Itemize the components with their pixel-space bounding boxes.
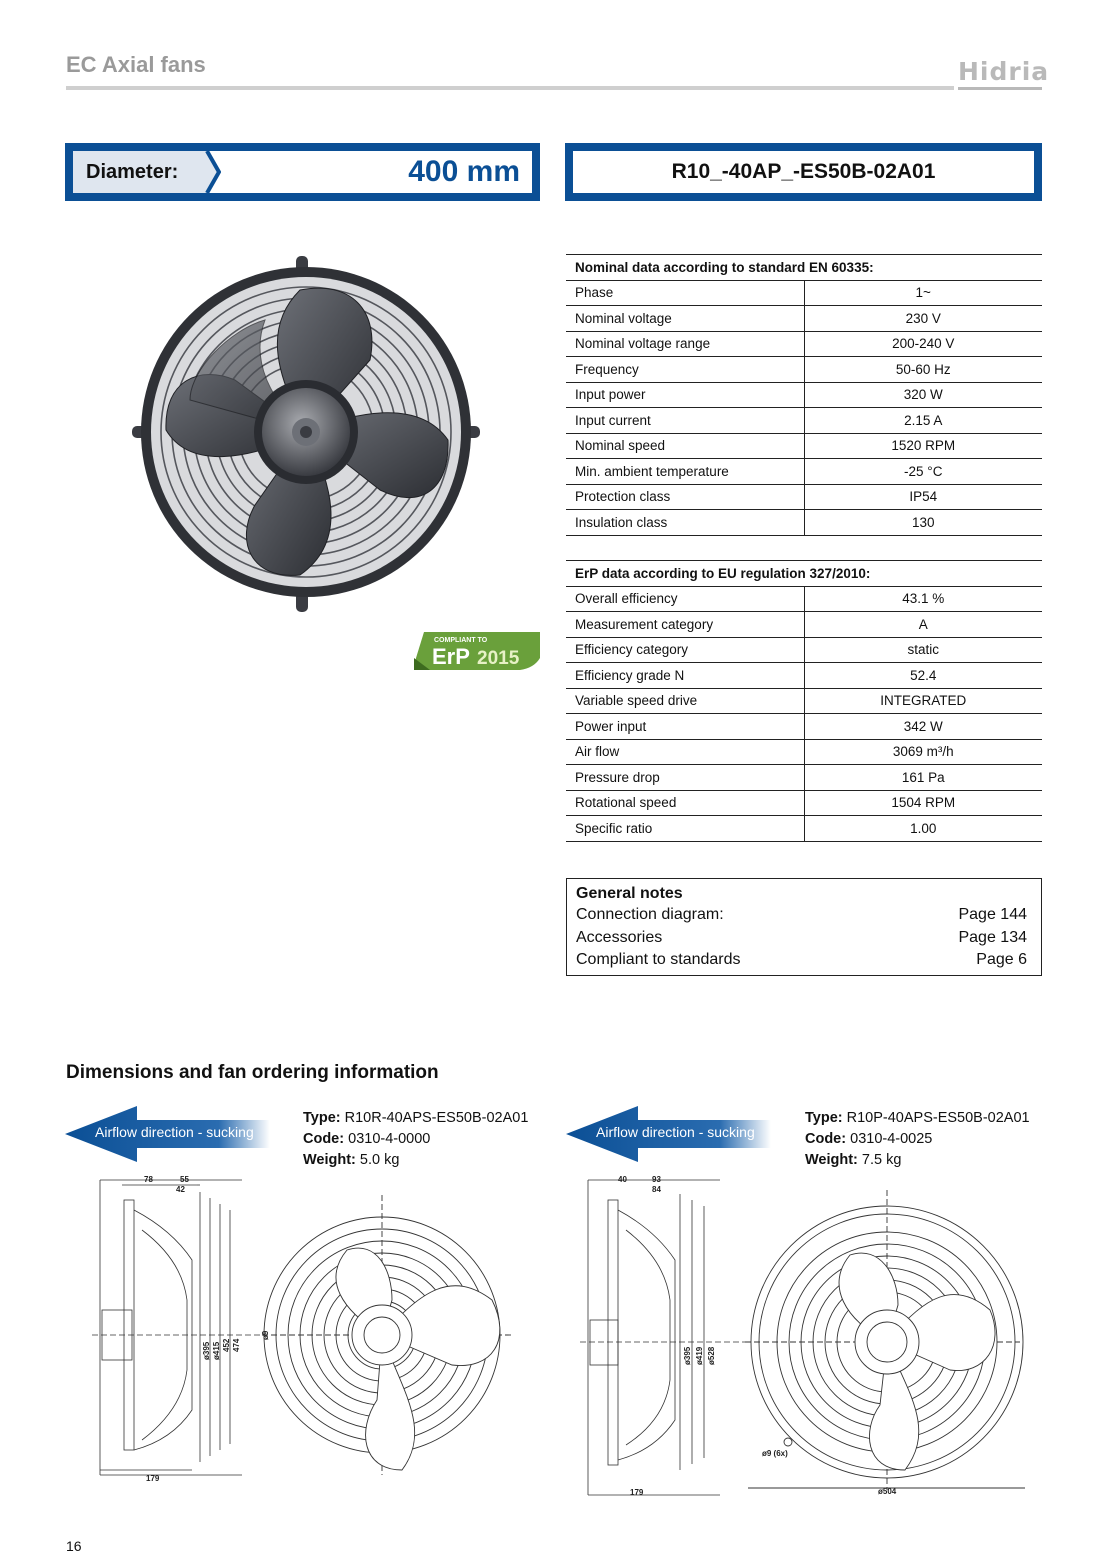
table-row [566,306,1042,332]
page-number: 16 [66,1538,82,1554]
table-cell-value: 1520 RPM [804,433,1042,459]
logo-underline [958,87,1042,90]
notes-row-page: Page 134 [958,928,1027,946]
dim-label: 55 [180,1175,189,1184]
diameter-value: 400 mm [408,155,520,188]
airflow-direction-badge [65,1106,270,1162]
table-cell-value: static [804,637,1042,663]
table-cell-label: Efficiency grade N [566,663,804,689]
dim-label: ø504 [878,1487,897,1496]
general-notes-title: General notes [576,885,683,902]
model-box [565,143,1042,201]
table-cell-value: 161 Pa [804,765,1042,791]
table-row [566,433,1042,459]
header-divider [66,86,954,90]
diameter-box-inner [73,151,532,193]
table-row [566,280,1042,306]
dim-label: 40 [618,1175,627,1184]
erp-badge-year: 2015 [477,648,520,669]
dim-label: ø528 [707,1346,716,1365]
code-label: Code: [805,1131,847,1147]
ordering-info [303,1108,528,1171]
fan-photo-image [130,250,482,620]
table-cell-label: Frequency [566,357,804,383]
notes-row-page: Page 6 [976,951,1027,968]
table-row [566,816,1042,842]
notes-row [576,929,1027,952]
model-number: R10_-40AP_-ES50B-02A01 [573,151,1034,193]
erp-table-heading: ErP data according to EU regulation 327/2010: [566,561,1042,587]
ordering-info [805,1108,1030,1171]
table-cell-label: Nominal speed [566,433,804,459]
weight-value: 7.5 kg [861,1152,902,1168]
table-cell-label: Pressure drop [566,765,804,791]
dim-label: 78 [144,1175,153,1184]
table-cell-label: Efficiency category [566,637,804,663]
table-row [566,612,1042,638]
table-row [566,484,1042,510]
dim-label: 474 [232,1338,241,1352]
diameter-arrow-icon [201,151,221,193]
table-row [566,637,1042,663]
table-cell-label: Nominal voltage [566,306,804,332]
code-value: 0310-4-0000 [348,1131,431,1147]
table-cell-label: Measurement category [566,612,804,638]
dim-label: ø395 [683,1346,692,1365]
weight-label: Weight: [303,1152,356,1168]
table-cell-label: Power input [566,714,804,740]
dim-label: 84 [652,1185,661,1194]
erp-badge-top: COMPLIANT TO [434,637,488,644]
table-cell-value: IP54 [804,484,1042,510]
table-row [566,790,1042,816]
table-cell-label: Input power [566,382,804,408]
diameter-label: Diameter: [73,151,203,193]
table-row [566,688,1042,714]
dimension-drawing-side-front [580,1170,1030,1500]
table-cell-value: 130 [804,510,1042,536]
code-label: Code: [303,1131,345,1147]
erp-badge-main: ErP [432,644,470,669]
table-row [566,765,1042,791]
notes-row-label: Connection diagram: [576,906,724,923]
table-cell-label: Insulation class [566,510,804,536]
table-row [566,357,1042,383]
table-cell-value: 200-240 V [804,331,1042,357]
table-row [566,459,1042,485]
type-value: R10R-40APS-ES50B-02A01 [344,1110,529,1126]
erp-data-table [566,560,1042,842]
table-row [566,408,1042,434]
table-row [566,714,1042,740]
dim-label: 93 [652,1175,661,1184]
type-label: Type: [303,1110,341,1126]
table-row [566,739,1042,765]
dim-label: ø415 [212,1341,221,1360]
table-cell-value: 1504 RPM [804,790,1042,816]
erp-2015-badge-icon [410,628,542,672]
table-cell-label: Rotational speed [566,790,804,816]
code-value: 0310-4-0025 [850,1131,933,1147]
table-row [566,586,1042,612]
page-header-title: EC Axial fans [66,52,206,77]
notes-row [576,906,1027,929]
dim-label: ø419 [695,1346,704,1365]
airflow-direction-text: Airflow direction - sucking [596,1124,755,1140]
brand-logo [958,57,1050,90]
type-value: R10P-40APS-ES50B-02A01 [846,1110,1030,1126]
table-cell-label: Specific ratio [566,816,804,842]
notes-row [576,951,1027,974]
diameter-box [65,143,540,201]
table-cell-value: INTEGRATED [804,688,1042,714]
table-cell-value: 342 W [804,714,1042,740]
nominal-data-table [566,254,1042,536]
dim-label: ø9 [261,1330,270,1340]
table-cell-value: 43.1 % [804,586,1042,612]
dim-label: 179 [630,1488,644,1497]
table-cell-value: 50-60 Hz [804,357,1042,383]
type-label: Type: [805,1110,843,1126]
dim-label: ø395 [202,1341,211,1360]
table-cell-value: 1~ [804,280,1042,306]
table-cell-value: 230 V [804,306,1042,332]
table-row [566,510,1042,536]
dim-label: ø9 (6x) [762,1449,788,1458]
table-cell-value: A [804,612,1042,638]
table-cell-label: Input current [566,408,804,434]
table-cell-value: 1.00 [804,816,1042,842]
table-row [566,663,1042,689]
dimensions-section-title: Dimensions and fan ordering information [66,1062,439,1083]
notes-row-page: Page 144 [958,906,1027,923]
dim-label: 179 [146,1474,160,1483]
logo-text: Hidria [958,57,1050,86]
dim-label: 42 [176,1185,185,1194]
table-cell-value: 320 W [804,382,1042,408]
table-cell-label: Air flow [566,739,804,765]
airflow-direction-badge [566,1106,771,1162]
dimension-drawing-side-front [92,1170,522,1485]
weight-label: Weight: [805,1152,858,1168]
dim-label: 452 [222,1338,231,1352]
table-cell-label: Phase [566,280,804,306]
table-cell-label: Overall efficiency [566,586,804,612]
general-notes-box [566,878,1042,976]
notes-row-label: Accessories [576,928,663,946]
table-cell-label: Nominal voltage range [566,331,804,357]
table-cell-label: Min. ambient temperature [566,459,804,485]
table-cell-value: 52.4 [804,663,1042,689]
airflow-direction-text: Airflow direction - sucking [95,1124,254,1140]
notes-row-label: Compliant to standards [576,951,741,968]
nominal-table-heading: Nominal data according to standard EN 60335: [566,255,1042,281]
table-cell-value: 2.15 A [804,408,1042,434]
table-row [566,331,1042,357]
table-row [566,382,1042,408]
table-cell-value: 3069 m³/h [804,739,1042,765]
weight-value: 5.0 kg [359,1152,400,1168]
table-cell-label: Variable speed drive [566,688,804,714]
table-cell-label: Protection class [566,484,804,510]
table-cell-value: -25 °C [804,459,1042,485]
